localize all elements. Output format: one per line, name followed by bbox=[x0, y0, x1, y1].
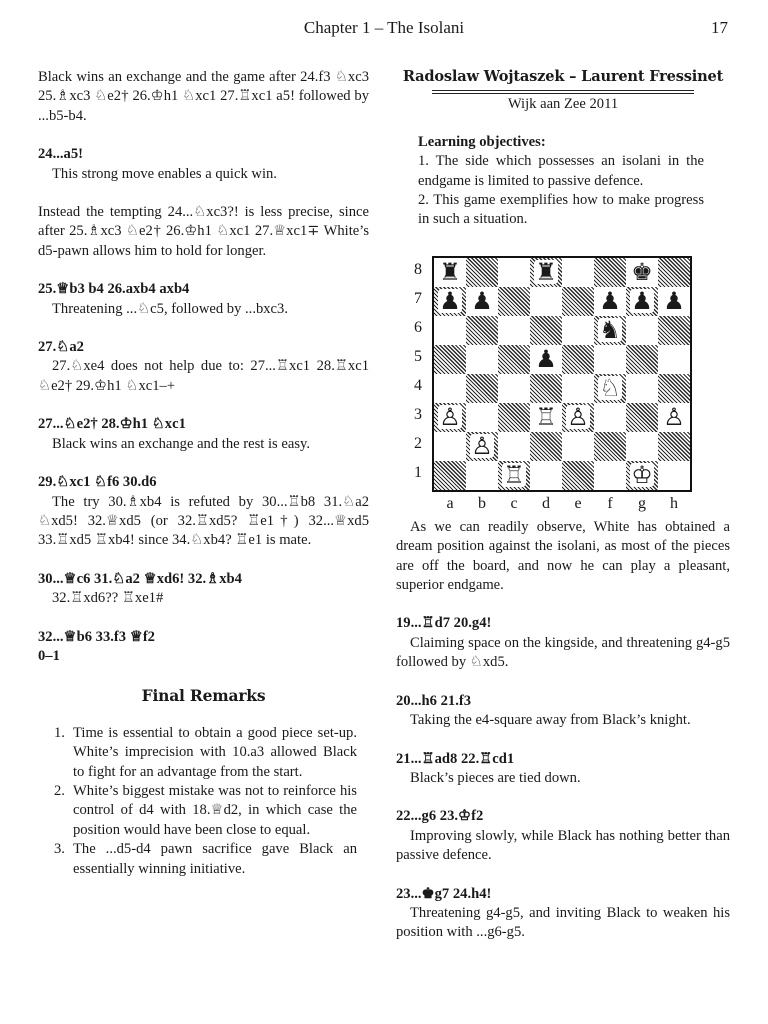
chess-piece: ♜ bbox=[439, 258, 461, 287]
board-square bbox=[562, 258, 594, 287]
board-square bbox=[594, 461, 626, 490]
board-square bbox=[434, 287, 466, 316]
board-square bbox=[498, 374, 530, 403]
game-result: 0–1 bbox=[38, 647, 60, 664]
item-text: Time is essential to obtain a good piece set-up. White’s imprecision with 10.a3 allowed Black to fight for an advantage from the start. bbox=[73, 724, 357, 780]
rank-label: 2 bbox=[414, 434, 422, 452]
commentary: 32.♖xd6?? ♖xe1# bbox=[52, 590, 164, 607]
move-heading: 24...a5! bbox=[38, 146, 83, 163]
board-square bbox=[466, 258, 498, 287]
rank-label: 1 bbox=[414, 463, 422, 481]
board-square bbox=[626, 403, 658, 432]
commentary: 27.♘xe4 does not help due to: 27...♖xc1 28.♖xc1 ♘e2† 29.♔h1 ♘xc1–+ bbox=[38, 358, 369, 394]
file-label: b bbox=[478, 494, 486, 512]
board-square bbox=[466, 403, 498, 432]
board-square bbox=[530, 461, 562, 490]
board-square bbox=[434, 461, 466, 490]
commentary: Black’s pieces are tied down. bbox=[410, 769, 581, 786]
chess-piece: ♟ bbox=[439, 287, 461, 316]
board-square bbox=[530, 258, 562, 287]
page-number: 17 bbox=[711, 18, 728, 37]
commentary: Improving slowly, while Black has nothing better than passive defence. bbox=[396, 827, 730, 864]
item-number: 2. bbox=[54, 782, 65, 799]
rank-label: 6 bbox=[414, 318, 422, 336]
board-square bbox=[434, 316, 466, 345]
board-square bbox=[498, 461, 530, 490]
board-square bbox=[466, 432, 498, 461]
board-square bbox=[562, 316, 594, 345]
board-square bbox=[658, 432, 690, 461]
chess-piece: ♙ bbox=[471, 432, 493, 461]
board-square bbox=[434, 345, 466, 374]
rank-label: 5 bbox=[414, 347, 422, 365]
board-square bbox=[530, 374, 562, 403]
item-number: 1. bbox=[54, 724, 65, 741]
board-square bbox=[626, 316, 658, 345]
left-column bbox=[38, 68, 369, 879]
page-header bbox=[0, 18, 768, 42]
chess-piece: ♙ bbox=[663, 403, 685, 432]
chess-piece: ♟ bbox=[599, 287, 621, 316]
move-heading: 20...h6 21.f3 bbox=[396, 692, 471, 709]
file-label: f bbox=[607, 494, 613, 512]
board-square bbox=[562, 345, 594, 374]
file-label: c bbox=[510, 494, 518, 512]
board-square bbox=[530, 403, 562, 432]
chess-piece: ♚ bbox=[631, 258, 653, 287]
board-square bbox=[594, 345, 626, 374]
board-square bbox=[626, 345, 658, 374]
chess-piece: ♘ bbox=[599, 374, 621, 403]
commentary: The try 30.♗xb4 is refuted by 30...♖b8 31.♘a2 ♘xd5! 32.♕xd5 (or 32.♖xd5? ♖e1†) 32...♕xd5 33.♖xd5 ♖xb4! since 34.♘xb4? ♖e1 is mate. bbox=[38, 493, 369, 549]
chess-piece: ♟ bbox=[535, 345, 557, 374]
board-square bbox=[658, 461, 690, 490]
commentary: Black wins an exchange and the rest is easy. bbox=[52, 435, 311, 452]
board-square bbox=[626, 461, 658, 490]
file-label: h bbox=[670, 494, 678, 512]
file-label: e bbox=[574, 494, 582, 512]
board-square bbox=[434, 374, 466, 403]
board-square bbox=[466, 316, 498, 345]
file-label: a bbox=[446, 494, 454, 512]
move-heading: 27.♘a2 bbox=[38, 339, 84, 356]
board-square bbox=[562, 287, 594, 316]
commentary: This strong move enables a quick win. bbox=[52, 165, 277, 182]
board-square bbox=[658, 403, 690, 432]
commentary: Threatening ...♘c5, followed by ...bxc3. bbox=[52, 300, 288, 317]
commentary: Taking the e4-square away from Black’s knight. bbox=[410, 712, 691, 729]
board-square bbox=[434, 403, 466, 432]
list-item bbox=[38, 724, 369, 782]
paragraph: Instead the tempting 24...♘xc3?! is less precise, since after 25.♗xc3 ♘e2† 26.♔h1 ♘xc1 27.♕xc1∓ White’s d5-pawn allows him to hold for longer. bbox=[38, 204, 369, 259]
board-square bbox=[626, 432, 658, 461]
board-square bbox=[594, 258, 626, 287]
board-square bbox=[466, 374, 498, 403]
board-square bbox=[658, 374, 690, 403]
file-label: g bbox=[638, 494, 646, 512]
move-heading: 19...♖d7 20.g4! bbox=[396, 615, 492, 632]
chess-piece: ♙ bbox=[439, 403, 461, 432]
chess-piece: ♟ bbox=[663, 287, 685, 316]
board-square bbox=[626, 258, 658, 287]
move-heading: 25.♕b3 b4 26.axb4 axb4 bbox=[38, 281, 190, 298]
rank-label: 7 bbox=[414, 289, 422, 307]
board-square bbox=[626, 374, 658, 403]
board-square bbox=[594, 374, 626, 403]
chess-piece: ♟ bbox=[631, 287, 653, 316]
paragraph: Black wins an exchange and the game after 24.f3 ♘xc3 25.♗xc3 ♘e2† 26.♔h1 ♘xc1 27.♖xc1 a5! followed by ...b5-b4. bbox=[38, 69, 369, 124]
board-square bbox=[434, 432, 466, 461]
learning-objective: 1. The side which possesses an isolani in the endgame is limited to passive defence. bbox=[418, 153, 704, 189]
game-title: Radoslaw Wojtaszek – Laurent Fressinet bbox=[402, 68, 724, 85]
board-square bbox=[466, 287, 498, 316]
item-text: The ...d5-d4 pawn sacrifice gave Black an essentially winning initiative. bbox=[73, 841, 357, 877]
chess-piece: ♟ bbox=[471, 287, 493, 316]
move-heading: 21...♖ad8 22.♖cd1 bbox=[396, 750, 515, 767]
board-square bbox=[498, 403, 530, 432]
board-square bbox=[466, 345, 498, 374]
board-square bbox=[498, 432, 530, 461]
board-square bbox=[594, 316, 626, 345]
commentary: Claiming space on the kingside, and threatening g4-g5 followed by ♘xd5. bbox=[396, 634, 730, 671]
move-heading: 29.♘xc1 ♘f6 30.d6 bbox=[38, 474, 157, 491]
chess-piece: ♖ bbox=[535, 403, 557, 432]
chess-piece: ♔ bbox=[631, 461, 653, 490]
board-square bbox=[498, 287, 530, 316]
event-name: Wijk aan Zee 2011 bbox=[507, 96, 619, 113]
board-square bbox=[530, 432, 562, 461]
paragraph: As we can readily observe, White has obtained a dream position against the isolani, as most of the pieces are off the board, and now he can play a pleasant, superior endgame. bbox=[396, 518, 730, 594]
board-square bbox=[530, 316, 562, 345]
move-heading: 22...g6 23.♔f2 bbox=[396, 808, 484, 825]
list-item bbox=[38, 840, 369, 879]
move-heading: 30...♕c6 31.♘a2 ♕xd6! 32.♗xb4 bbox=[38, 570, 242, 587]
board-square bbox=[594, 403, 626, 432]
board-square bbox=[530, 287, 562, 316]
board-square bbox=[466, 461, 498, 490]
board-square bbox=[658, 316, 690, 345]
board-square bbox=[658, 345, 690, 374]
board-square bbox=[562, 403, 594, 432]
chess-piece: ♖ bbox=[503, 461, 525, 490]
rank-label: 4 bbox=[414, 376, 422, 394]
chess-board bbox=[432, 256, 692, 492]
remarks-list bbox=[38, 724, 369, 879]
chapter-title: Chapter 1 – The Isolani bbox=[303, 18, 465, 37]
chess-piece: ♞ bbox=[599, 316, 621, 345]
board-square bbox=[530, 345, 562, 374]
chess-piece: ♙ bbox=[567, 403, 589, 432]
file-label: d bbox=[542, 494, 550, 512]
title-rule bbox=[432, 90, 694, 94]
move-heading: 27...♘e2† 28.♔h1 ♘xc1 bbox=[38, 416, 186, 433]
board-square bbox=[562, 461, 594, 490]
learning-objectives-heading: Learning objectives: bbox=[418, 133, 546, 150]
rank-label: 3 bbox=[414, 405, 422, 423]
rank-label: 8 bbox=[414, 260, 422, 278]
board-square bbox=[626, 287, 658, 316]
board-square bbox=[498, 258, 530, 287]
list-item bbox=[38, 782, 369, 840]
learning-objective: 2. This game exemplifies how to make progress in such a situation. bbox=[418, 192, 704, 228]
move-heading: 23...♚g7 24.h4! bbox=[396, 885, 492, 902]
board-square bbox=[498, 345, 530, 374]
item-text: White’s biggest mistake was not to reinforce his control of d4 with 18.♕d2, in which case the position would have been close to equal. bbox=[73, 782, 357, 838]
move-heading: 32...♕b6 33.f3 ♕f2 bbox=[38, 628, 155, 645]
item-number: 3. bbox=[54, 841, 65, 858]
board-square bbox=[562, 374, 594, 403]
board-square bbox=[594, 287, 626, 316]
board-square bbox=[658, 258, 690, 287]
final-remarks-heading: Final Remarks bbox=[141, 686, 266, 706]
right-column bbox=[396, 68, 730, 943]
board-square bbox=[434, 258, 466, 287]
board-square bbox=[498, 316, 530, 345]
board-square bbox=[594, 432, 626, 461]
board-square bbox=[658, 287, 690, 316]
chess-piece: ♜ bbox=[535, 258, 557, 287]
board-square bbox=[562, 432, 594, 461]
commentary: Threatening g4-g5, and inviting Black to weaken his position with ...g6-g5. bbox=[396, 904, 730, 941]
chess-diagram bbox=[396, 254, 730, 518]
